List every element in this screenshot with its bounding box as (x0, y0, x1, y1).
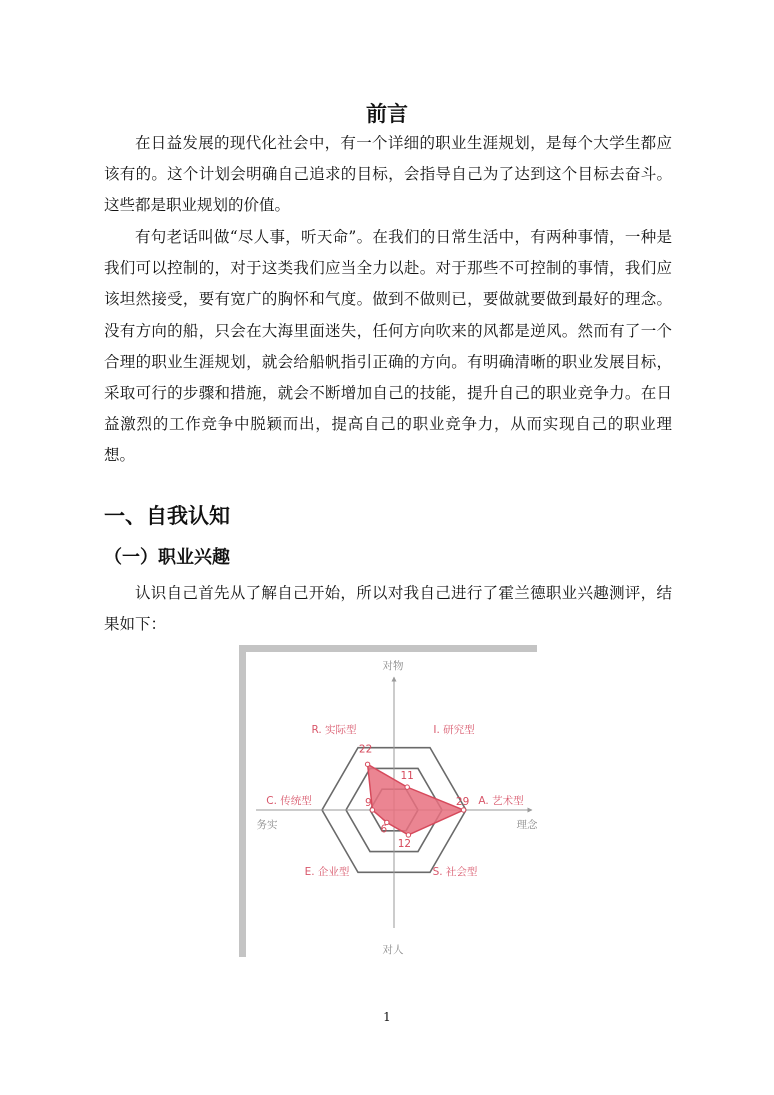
radar-value-label: 29 (455, 796, 470, 808)
radar-axis-label-bottom: 对人 (382, 944, 404, 956)
career-interest-paragraph: 认识自己首先从了解自己开始，所以对我自己进行了霍兰德职业兴趣测评，结果如下： (104, 584, 672, 634)
radar-chart (239, 645, 537, 957)
figure-frame-left (239, 645, 246, 957)
subsection-heading-career-interest: （一）职业兴趣 (104, 547, 230, 568)
radar-value-label: 12 (397, 837, 412, 850)
radar-category-label: E. 企业型 (304, 866, 350, 878)
radar-data-point (461, 808, 465, 812)
radar-category-label: C. 传统型 (266, 795, 312, 807)
holland-interest-radar-figure (239, 645, 537, 957)
radar-data-point (365, 762, 369, 766)
preface-paragraph-2: 有句老话叫做“尽人事，听天命”。在我们的日常生活中，有两种事情，一种是我们可以控制的，对于这类我们应当全力以赴。对于那些不可控制的事情，我们应该坦然接受，要有宽广的胸怀和气度。做到不做则已，要做就要做到最好的理念。没有方向的船，只会在大海里面迷失，任何方向吹来的风都是逆风。然而有了一个合理的职业生涯规划，就会给船帆指引正确的方向。有明确清晰的职业发展目标，采取可行的步骤和措施，就会不断增加自己的技能，提升自己的职业竞争力。在日益激烈的工作竞争中脱颖而出，提高自己的职业竞争力，从而实现自己的职业理想。 (104, 228, 672, 465)
radar-category-label: A. 艺术型 (478, 795, 524, 807)
radar-axis-label-top: 对物 (382, 660, 404, 672)
radar-data-point (405, 785, 409, 789)
figure-frame-top (239, 645, 537, 652)
radar-value-label: 11 (400, 770, 414, 783)
radar-category-label: S. 社会型 (432, 866, 478, 878)
preface-paragraph-1: 在日益发展的现代化社会中，有一个详细的职业生涯规划，是每个大学生都应该有的。这个计划会明确自己追求的目标，会指导自己为了达到这个目标去奋斗。这些都是职业规划的价值。 (104, 134, 672, 215)
radar-value-label: 6 (380, 823, 388, 836)
radar-data-point (406, 833, 410, 837)
radar-category-label: R. 实际型 (311, 724, 357, 736)
radar-value-label: 9 (365, 797, 372, 809)
page-title: 前言 (366, 102, 408, 126)
radar-axis-label-left: 务实 (256, 819, 278, 831)
section-heading-self-awareness: 一、自我认知 (104, 504, 230, 528)
radar-category-label: I. 研究型 (433, 724, 475, 736)
page-number: 1 (383, 1010, 391, 1024)
radar-axis-label-right: 理念 (516, 819, 537, 831)
radar-value-label: 22 (358, 743, 373, 756)
